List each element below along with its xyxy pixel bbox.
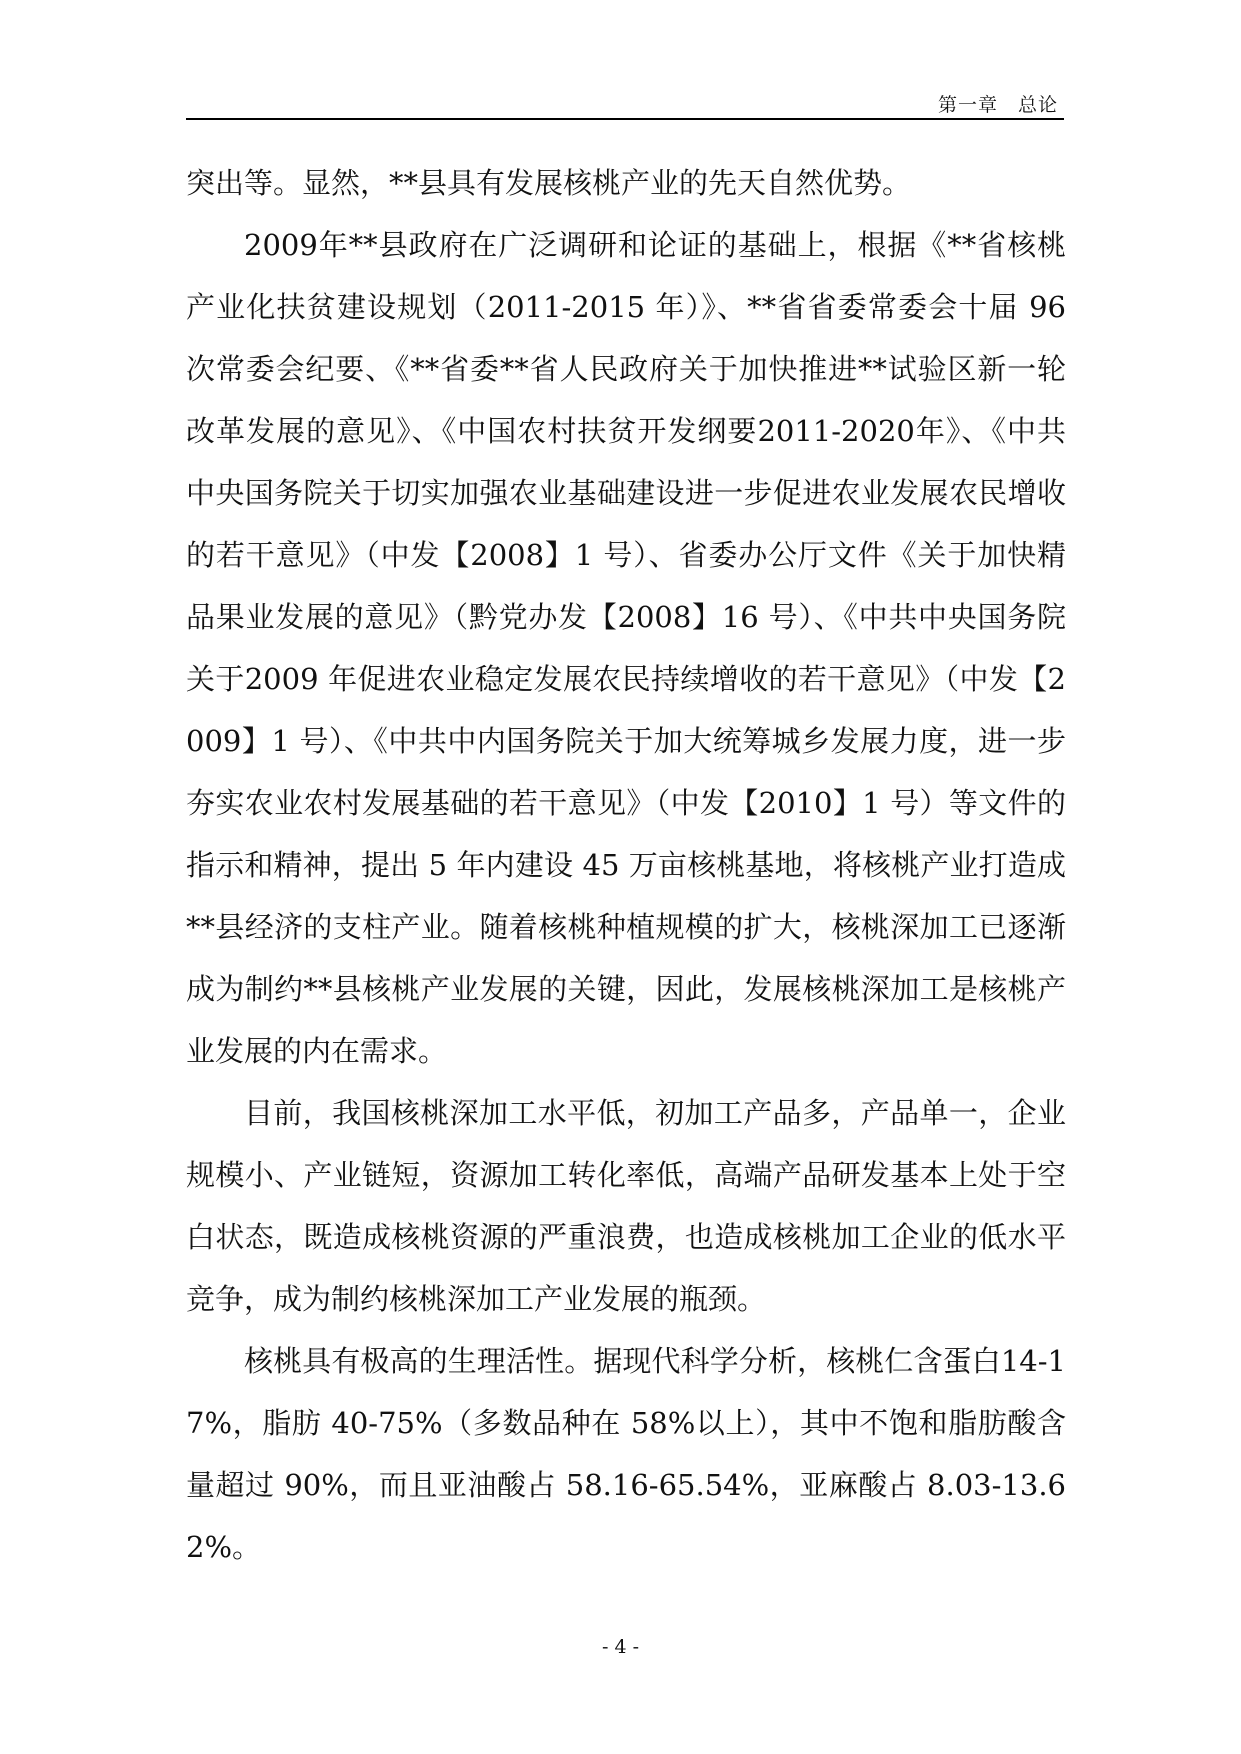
- chapter-title: 第一章 总论: [937, 94, 1058, 116]
- page-header: [186, 86, 1064, 120]
- page-number: - 4 -: [601, 1636, 639, 1658]
- body-text: [186, 152, 1066, 1578]
- paragraph-industry-status: 目前，我国核桃深加工水平低，初加工产品多，产品单一，企业规模小、产业链短，资源加工转化率低，高端产品研发基本上处于空白状态，既造成核桃资源的严重浪费，也造成核桃加工企业的低水平竞争，成为制约核桃深加工产业发展的瓶颈。: [186, 1096, 1066, 1316]
- paragraph-continuation: 突出等。显然，**县具有发展核桃产业的先天自然优势。: [186, 166, 912, 200]
- paragraph-policy-background: 2009年**县政府在广泛调研和论证的基础上，根据《**省核桃产业化扶贫建设规划（2011-2015 年）》、**省省委常委会十届 96 次常委会纪要、《**省委**省人民政府关于加快推进**试验区新一轮改革发展的意见》、《中国农村扶贫开发纲要2011-2020年》、《中共中央国务院关于切实加强农业基础建设进一步促进农业发展农民增收的若干意见》（中发【2008】1 号）、省委办公厅文件《关于加快精品果业发展的意见》（黔党办发【2008】16 号）、《中共中央国务院关于2009 年促进农业稳定发展农民持续增收的若干意见》（中发【2009】1 号）、《中共中内国务院关于加大统筹城乡发展力度，进一步夯实农业农村发展基础的若干意见》（中发【2010】1 号）等文件的指示和精神，提出 5 年内建设 45 万亩核桃基地，将核桃产业打造成**县经济的支柱产业。随着核桃种植规模的扩大，核桃深加工已逐渐成为制约**县核桃产业发展的关键，因此，发展核桃深加工是核桃产业发展的内在需求。: [186, 228, 1066, 1068]
- paragraph-nutrition: 核桃具有极高的生理活性。据现代科学分析，核桃仁含蛋白14-17%，脂肪 40-75%（多数品种在 58%以上），其中不饱和脂肪酸含量超过 90%，而且亚油酸占 58.16-65.54%，亚麻酸占 8.03-13.62%。: [186, 1344, 1066, 1564]
